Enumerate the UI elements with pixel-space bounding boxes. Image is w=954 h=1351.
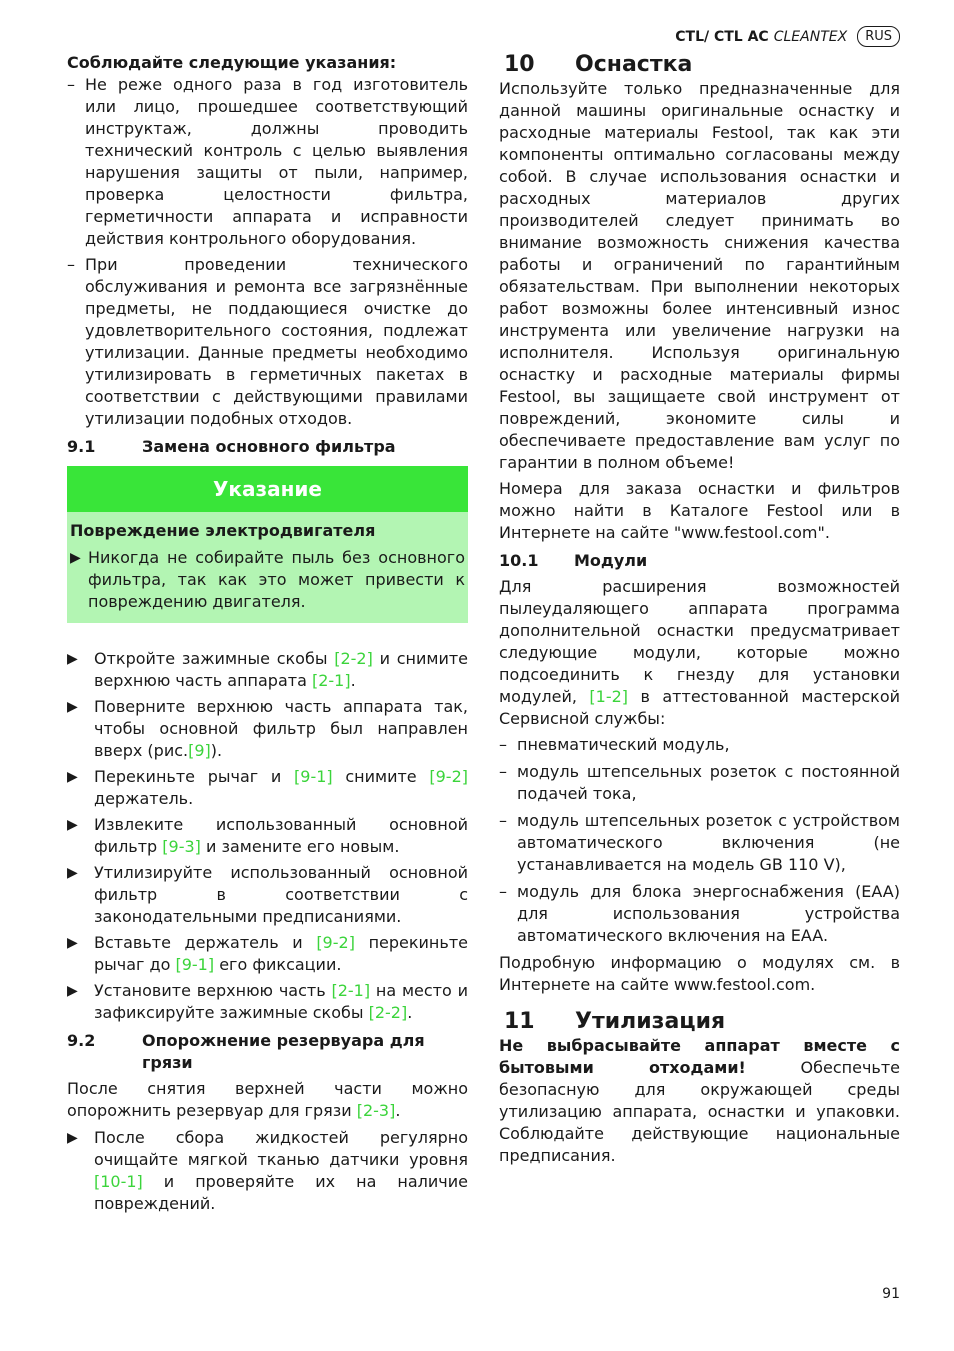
section-10-1-paragraph: Для расширения возможностей пылеудаляющего аппарата программа дополнительной оснастки предусматривает следующие модули, которые можно подсоединить к гнезду для установки модулей, [1-2] в аттестованной мастерской Сервисной службы: [499, 577, 900, 728]
notice-text: ▶ Никогда не собирайте пыль без основного фильтра, так как это может привести к повреждению двигателя. [70, 548, 465, 611]
model-name: CTL/ CTL AC [675, 28, 769, 45]
notice-subtitle: Повреждение электродвигателя [70, 521, 376, 540]
list-item: ▶ После сбора жидкостей регулярно очищайте мягкой тканью датчики уровня [10-1] и проверяйте их на наличие повреждений. [67, 1128, 468, 1213]
brand-name: CLEANTEX [773, 28, 848, 45]
container-steps-list [67, 1127, 468, 1215]
right-column [499, 52, 900, 1167]
section-10-heading: 10 Оснастка [504, 52, 693, 77]
section-10-1-heading: 10.1 Модули [499, 551, 648, 570]
arrow-icon: ▶ [67, 769, 78, 785]
list-item: – модуль штепсельных розеток с устройством автоматического включения (не устанавливается на модель GB 110 V), [499, 811, 900, 874]
list-item: – пневматический модуль, [499, 735, 730, 754]
section-9-2-heading: 9.2 Опорожнение резервуара для грязи [67, 1031, 425, 1072]
left-column [67, 52, 468, 1219]
arrow-icon: ▶ [67, 983, 78, 999]
instructions-heading: Соблюдайте следующие указания: [67, 53, 397, 72]
language-badge: RUS [857, 26, 900, 47]
arrow-icon: ▶ [67, 865, 78, 881]
instructions-list [67, 74, 468, 430]
section-10-ordering: Номера для заказа оснастки и фильтров можно найти в Каталоге Festool или в Интернете на сайте "www.festool.com". [499, 479, 900, 542]
arrow-icon: ▶ [67, 651, 78, 667]
list-item: ▶ Вставьте держатель и [9-2] перекиньте рычаг до [9-1] его фиксации. [67, 933, 468, 974]
list-item: ▶ Перекиньте рычаг и [9-1] снимите [9-2] держатель. [67, 767, 468, 808]
section-11-heading: 11 Утилизация [504, 1009, 726, 1034]
page-number: 91 [882, 1286, 900, 1302]
arrow-icon: ▶ [67, 1130, 78, 1146]
notice-title: Указание [67, 466, 468, 512]
page-header [675, 26, 900, 47]
modules-more-info: Подробную информацию о модулях см. в Интернете на сайте www.festool.com. [499, 953, 900, 994]
section-9-1-heading: 9.1 Замена основного фильтра [67, 437, 396, 456]
list-item: – Не реже одного раза в год изготовитель или лицо, прошедшее соответствующий инструктаж, должны проводить технический контроль с целью выявления нарушения защиты от пыли, например, проверка целостности фильтра, герметичности аппарата и исправности действия контрольного оборудования. [67, 75, 468, 248]
list-item: ▶ Утилизируйте использованный основной фильтр в соответствии с законодательными предписаниями. [67, 863, 468, 926]
arrow-icon: ▶ [67, 699, 78, 715]
list-item: ▶ Извлеките использованный основной фильтр [9-3] и замените его новым. [67, 815, 468, 856]
list-item: ▶ Поверните верхнюю часть аппарата так, чтобы основной фильтр был направлен вверх (рис.[9]). [67, 697, 468, 760]
list-item: ▶ Откройте зажимные скобы [2-2] и снимите верхнюю часть аппарата [2-1]. [67, 649, 468, 690]
arrow-icon: ▶ [67, 817, 78, 833]
list-item: ▶ Установите верхнюю часть [2-1] на место и зафиксируйте зажимные скобы [2-2]. [67, 981, 468, 1022]
disposal-paragraph: Не выбрасывайте аппарат вместе с бытовыми отходами! Обеспечьте безопасную для окружающей среды утилизацию аппарата, оснастки и упаковки. Соблюдайте действующие национальные предписания. [499, 1036, 900, 1165]
section-9-2-text: После снятия верхней части можно опорожнить резервуар для грязи [2-3]. [67, 1079, 468, 1120]
section-10-paragraph: Используйте только предназначенные для данной машины оригинальные оснастку и расходные материалы Festool, так как эти компоненты оптимально согласованы между собой. В случае использования оснастки и расходных материалов других производителей следует принимать во внимание возможность снижения качества работы и ограничений по гарантийным обязательствам. При выполнении некоторых работ возможны более интенсивный износ инструмента или увеличение нагрузки на исполнителя. Используя оригинальную оснастку и расходные материалы фирмы Festool, вы защищаете свой инструмент от повреждений, экономите силы и обеспечиваете предоставление вам услуг по гарантии в полном объеме! [499, 79, 900, 472]
list-item: – модуль для блока энергоснабжения (EAA) для использования устройства автоматического включения на EAA. [499, 882, 900, 945]
modules-list [499, 734, 900, 947]
filter-steps-list [67, 648, 468, 1024]
notice-box [67, 466, 468, 623]
arrow-icon: ▶ [67, 935, 78, 951]
list-item: – модуль штепсельных розеток с постоянной подачей тока, [499, 762, 900, 803]
list-item: – При проведении технического обслуживания и ремонта все загрязнённые предметы, не поддающиеся очистке до удовлетворительного состояния, подлежат утилизации. Данные предметы необходимо утилизировать в герметичных пакетах в соответствии с действующими правилами утилизации подобных отходов. [67, 255, 468, 428]
arrow-icon: ▶ [70, 550, 81, 566]
